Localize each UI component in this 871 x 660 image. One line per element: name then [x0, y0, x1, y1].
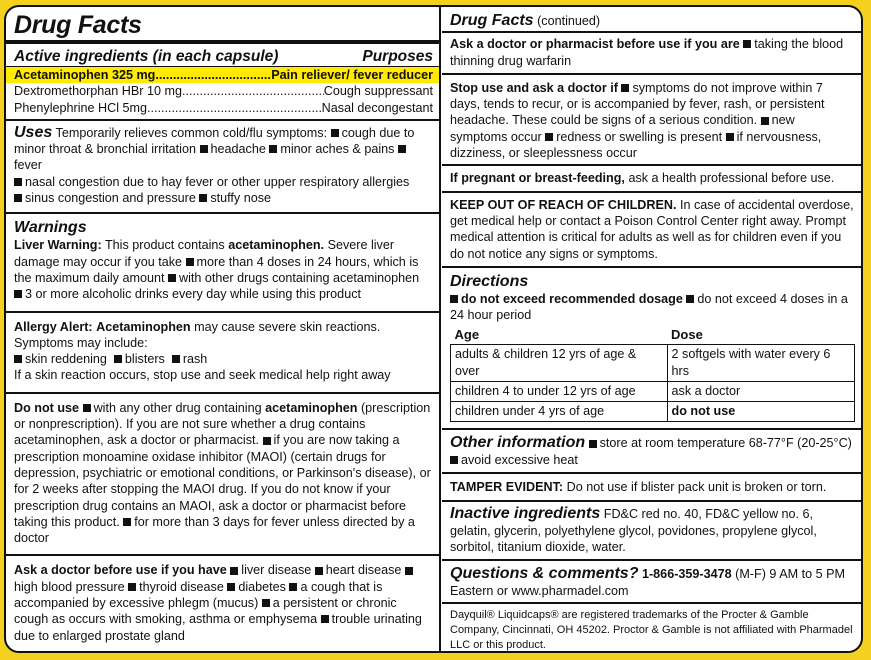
ingredient-row	[14, 83, 433, 99]
directions-heading: Directions	[450, 272, 529, 290]
bullet-icon	[686, 295, 694, 303]
bullet-icon	[186, 258, 194, 266]
bullet-icon	[743, 40, 751, 48]
pregnant-section: If pregnant or breast-feeding, ask a health professional before use.	[442, 166, 861, 192]
questions-section: Questions & comments? 1-866-359-3478 (M-F) 9 AM to 5 PM Eastern or www.pharmadel.com	[442, 561, 861, 604]
active-ingredients-section	[6, 44, 439, 121]
other-information-heading: Other information	[450, 434, 586, 452]
purposes-heading: Purposes	[362, 48, 433, 65]
left-column	[6, 7, 441, 651]
ingredient-name: Phenylephrine HCl 5mg	[14, 100, 148, 115]
bullet-icon	[289, 583, 297, 591]
ingredient-purpose: Cough suppressant	[323, 84, 433, 99]
other-information-section: Other information store at room temperature 68-77°F (20-25°C) avoid excessive heat	[442, 430, 861, 474]
bullet-icon	[230, 567, 238, 575]
uses-heading: Uses	[14, 123, 53, 141]
bullet-icon	[128, 583, 136, 591]
bullet-icon	[263, 437, 271, 445]
bullet-icon	[321, 615, 329, 623]
ingredient-purpose: Nasal decongestant	[321, 100, 433, 115]
dosage-table	[450, 325, 855, 422]
ingredient-row	[6, 67, 439, 83]
allergy-alert-section: Allergy Alert: Acetaminophen may cause severe skin reactions. Symptoms may include: skin reddening blisters rash If a skin reaction occurs, stop use and seek medical help right away	[6, 313, 439, 394]
active-ingredients-heading: Active ingredients (in each capsule)	[14, 48, 279, 65]
table-row: adults & children 12 yrs of age & over 2 softgels with water every 6 hrs	[451, 345, 855, 382]
bullet-icon	[14, 194, 22, 202]
table-row: children 4 to under 12 yrs of age ask a doctor	[451, 382, 855, 402]
ingredient-name: Acetaminophen 325 mg	[14, 68, 156, 82]
inactive-ingredients-heading: Inactive ingredients	[450, 505, 601, 523]
drug-facts-panel	[4, 5, 863, 653]
bullet-icon	[331, 129, 339, 137]
bullet-icon	[83, 404, 91, 412]
ingredient-row	[14, 100, 433, 116]
bullet-icon	[398, 145, 406, 153]
table-header-row	[451, 325, 855, 345]
continued-header: Drug Facts (continued)	[442, 7, 861, 33]
trademark-notice: Dayquil® Liquidcaps® are registered trademarks of the Procter & Gamble Company, Cincinnati, OH 45202. Proctor & Gamble is not affiliated with Pharmadel LLC or this product.	[442, 604, 861, 653]
tamper-evident-section: TAMPER EVIDENT: Do not use if blister pack unit is broken or torn.	[442, 474, 861, 502]
bullet-icon	[269, 145, 277, 153]
dose-column-header: Dose	[667, 325, 854, 345]
ask-doctor-section: Ask a doctor before use if you have liver disease heart disease high blood pressure thyroid disease diabetes a cough that is accompanied by excessive phlegm (mucus) a persistent or chronic cough as occurs with smoking, asthma or emphysema trouble urinating due to enlarged prostate gland	[14, 563, 422, 643]
drug-facts-title: Drug Facts	[14, 11, 142, 39]
ingredient-name: Dextromethorphan HBr 10 mg	[14, 84, 182, 99]
stop-use-section: Stop use and ask a doctor if symptoms do not improve within 7 days, tends to recur, or is accompanied by fever, rash, or persistent headache. These could be signs of a serious condition. new symptoms occur redness or swelling is present if nervousness, dizziness, or sleeplessness occur	[442, 75, 861, 166]
bullet-icon	[589, 440, 597, 448]
table-row: children under 4 yrs of age do not use	[451, 402, 855, 422]
inactive-ingredients-section: Inactive ingredients FD&C red no. 40, FD&C yellow no. 6, gelatin, glycerin, polyethylene glycol, povidones, propylene glycol, sorbitol, titanium dioxide, water.	[442, 502, 861, 561]
bullet-icon	[450, 456, 458, 464]
phone-number: 1-866-359-3478	[641, 567, 732, 582]
bullet-icon	[200, 145, 208, 153]
bullet-icon	[726, 133, 734, 141]
ask-pharmacist-section: Ask a doctor or pharmacist before use if you are taking the blood thinning drug warfarin	[442, 33, 861, 75]
warnings-heading: Warnings	[14, 219, 87, 237]
bullet-icon	[545, 133, 553, 141]
bullet-icon	[262, 599, 270, 607]
directions-section: Directions do not exceed recommended dosage do not exceed 4 doses in a 24 hour period Age Dose adults & children 12 yrs of age & over 2 softgels with water every 6 hrs children 4 to under 12 yrs of age ask a doctor children under 4 yrs of age do not use	[442, 268, 861, 431]
right-column	[442, 7, 861, 651]
bullet-icon	[123, 518, 131, 526]
uses-section: Uses Temporarily relieves common cold/flu symptoms: cough due to minor throat & bronchial irritation headache minor aches & pains fever nasal congestion due to hay fever or other upper respiratory allergies sinus congestion and pressure stuffy nose	[6, 121, 439, 214]
do-not-use-section: Do not use with any other drug containing acetaminophen (prescription or nonprescription). If you are not sure whether a drug contains acetaminophen, ask a doctor or pharmacist. if you are now taking a prescription monoamine oxidase inhibitor (MAOI) (certain drugs for depression, psychiatric or emotional conditions, or Parkinson's disease), or for 2 weeks after stopping the MAOI drug. If you do not know if your prescription drug contains an MAOI, ask a doctor or pharmacist before taking this product. for more than 3 days for fever unless directed by a doctor	[6, 394, 439, 557]
bullet-icon	[227, 583, 235, 591]
bullet-icon	[14, 355, 22, 363]
bullet-icon	[14, 178, 22, 186]
bullet-icon	[172, 355, 180, 363]
bullet-icon	[14, 290, 22, 298]
bullet-icon	[315, 567, 323, 575]
bullet-icon	[199, 194, 207, 202]
bullet-icon	[405, 567, 413, 575]
bullet-icon	[114, 355, 122, 363]
questions-heading: Questions & comments?	[450, 565, 639, 583]
bullet-icon	[168, 274, 176, 282]
bullet-icon	[450, 295, 458, 303]
bullet-icon	[761, 117, 769, 125]
warnings-liver-section: Warnings Liver Warning: This product contains acetaminophen. Severe liver damage may occur if you take more than 4 doses in 24 hours, which is the maximum daily amount with other drugs containing acetaminophen 3 or more alcoholic drinks every day while using this product	[6, 214, 439, 312]
drug-facts-continued-title: Drug Facts	[450, 12, 534, 29]
age-column-header: Age	[451, 325, 668, 345]
ingredient-purpose: Pain reliever/ fever reducer	[271, 68, 433, 82]
bullet-icon	[621, 84, 629, 92]
keep-out-section: KEEP OUT OF REACH OF CHILDREN. In case of accidental overdose, get medical help or contact a Poison Control Center right away. Prompt medical attention is critical for adults as well as for children even if you do not notice any signs or symptoms.	[442, 193, 861, 268]
